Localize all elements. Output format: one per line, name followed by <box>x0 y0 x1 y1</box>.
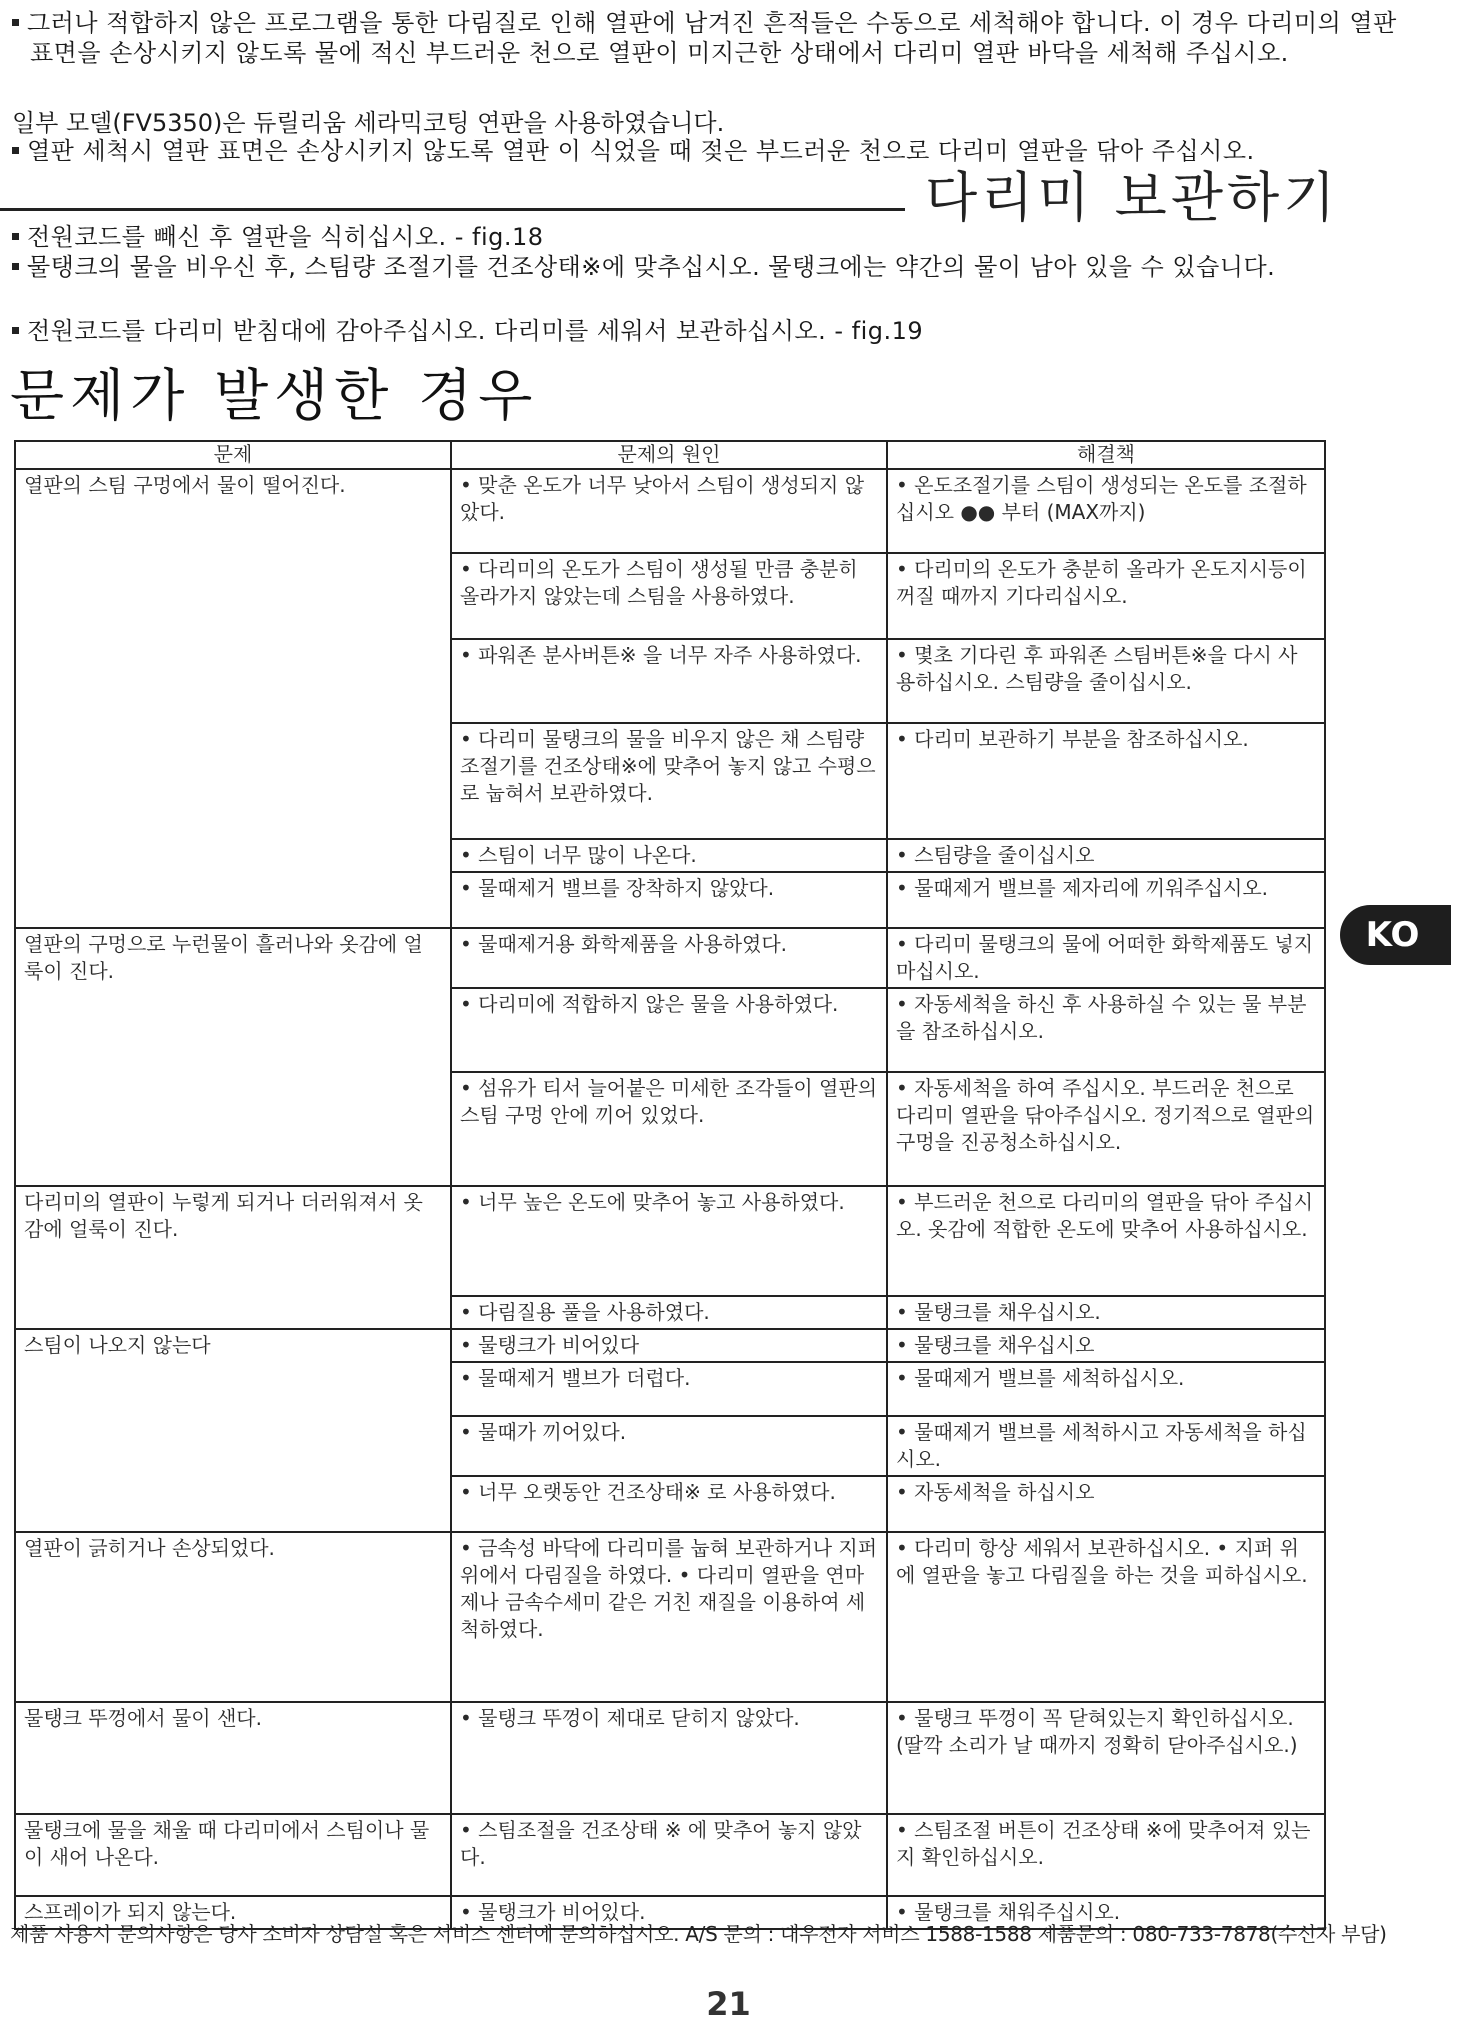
cause-cell: • 다리미 물탱크의 물을 비우지 않은 채 스팀량 조절기를 건조상태※에 맞추어 놓지 않고 수평으로 눕혀서 보관하였다. <box>451 723 887 839</box>
solution-cell: • 물탱크를 채우십시오 <box>887 1329 1325 1362</box>
intro-model-note: 일부 모델(FV5350)은 듀릴리움 세라믹코팅 연판을 사용하였습니다. <box>12 109 725 137</box>
solution-cell: • 스팀량을 줄이십시오 <box>887 839 1325 872</box>
cause-cell: • 물탱크가 비어있다 <box>451 1329 887 1362</box>
solution-cell: • 온도조절기를 스팀이 생성되는 온도를 조절하십시오 ●● 부터 (MAX까지) <box>887 469 1325 553</box>
solution-cell: • 자동세척을 하신 후 사용하실 수 있는 물 부분을 참조하십시오. <box>887 988 1325 1072</box>
table-row <box>15 1329 1325 1362</box>
cause-cell: • 다리미에 적합하지 않은 물을 사용하였다. <box>451 988 887 1072</box>
header-problem: 문제 <box>15 441 451 469</box>
storage-section-title: 다리미 보관하기 <box>925 166 1340 229</box>
problem-cell: 열판의 구멍으로 누런물이 흘러나와 옷감에 얼룩이 진다. <box>15 928 451 1186</box>
intro-line-3: 열판 세척시 열판 표면은 손상시키지 않도록 열판 이 식었을 때 젖은 부드러운 천으로 다리미 열판을 닦아 주십시오. <box>27 137 1255 165</box>
table-row <box>15 1702 1325 1814</box>
solution-cell: • 물탱크를 채워주십시오. <box>887 1896 1325 1929</box>
solution-cell: • 물때제거 밸브를 세척하시고 자동세척을 하십시오. <box>887 1416 1325 1476</box>
solution-cell: • 다리미 항상 세워서 보관하십시오. • 지퍼 위에 열판을 놓고 다림질을 하는 것을 피하십시오. <box>887 1532 1325 1702</box>
storage-item-1 <box>12 222 1402 252</box>
bullet-icon <box>12 263 19 270</box>
cause-cell: • 섬유가 티서 늘어붙은 미세한 조각들이 열판의 스팀 구멍 안에 끼어 있었다. <box>451 1072 887 1186</box>
cause-cell: • 물때제거 밸브를 장착하지 않았다. <box>451 872 887 928</box>
problem-cell: 물탱크 뚜껑에서 물이 샌다. <box>15 1702 451 1814</box>
bullet-icon <box>12 327 19 334</box>
cause-cell: • 물때제거 밸브가 더럽다. <box>451 1362 887 1416</box>
section-divider <box>0 208 905 211</box>
cause-cell: • 물탱크가 비어있다. <box>451 1896 887 1929</box>
intro-cleaning-note <box>12 8 1420 68</box>
intro-ceramic-note <box>12 136 1402 166</box>
solution-cell: • 자동세척을 하여 주십시오. 부드러운 천으로 다리미 열판을 닦아주십시오. 정기적으로 열판의 구멍을 진공청소하십시오. <box>887 1072 1325 1186</box>
cause-cell: • 물탱크 뚜껑이 제대로 닫히지 않았다. <box>451 1702 887 1814</box>
table-header-row <box>15 441 1325 469</box>
problem-cell: 열판의 스팀 구멍에서 물이 떨어진다. <box>15 469 451 928</box>
solution-cell: • 다리미 물탱크의 물에 어떠한 화학제품도 넣지 마십시오. <box>887 928 1325 988</box>
problem-cell: 다리미의 열판이 누렇게 되거나 더러워져서 옷감에 얼룩이 진다. <box>15 1186 451 1329</box>
problem-cell: 스프레이가 되지 않는다. <box>15 1896 451 1929</box>
solution-cell: • 몇초 기다린 후 파워존 스팀버튼※을 다시 사용하십시오. 스팀량을 줄이십시오. <box>887 639 1325 723</box>
cause-cell: • 다림질용 풀을 사용하였다. <box>451 1296 887 1329</box>
footer-contact-note: 제품 사용시 문의사항은 당사 소비자 상담실 혹은 서비스 센터에 문의하십시오. A/S 문의 : 대우전자 서비스 1588-1588 제품문의 : 080-733-7878(수신자 부담) <box>10 1922 1387 1946</box>
troubleshooting-title: 문제가 발생한 경우 <box>10 364 539 429</box>
solution-cell: • 자동세척을 하십시오 <box>887 1476 1325 1532</box>
storage-item-2 <box>12 252 1370 282</box>
problem-cell: 물탱크에 물을 채울 때 다리미에서 스팀이나 물이 새어 나온다. <box>15 1814 451 1896</box>
header-solution: 해결책 <box>887 441 1325 469</box>
cause-cell: • 물때가 끼어있다. <box>451 1416 887 1476</box>
storage-item-text: 전원코드를 빼신 후 열판을 식히십시오. - fig.18 <box>27 223 544 251</box>
cause-cell: • 너무 오랫동안 건조상태※ 로 사용하였다. <box>451 1476 887 1532</box>
table-row <box>15 469 1325 553</box>
solution-cell: • 물때제거 밸브를 제자리에 끼워주십시오. <box>887 872 1325 928</box>
table-row <box>15 928 1325 988</box>
solution-cell: • 다리미의 온도가 충분히 올라가 온도지시등이 꺼질 때까지 기다리십시오. <box>887 553 1325 639</box>
cause-cell: • 물때제거용 화학제품을 사용하였다. <box>451 928 887 988</box>
bullet-icon <box>12 147 19 154</box>
storage-item-text: 물탱크의 물을 비우신 후, 스팀량 조절기를 건조상태※에 맞추십시오. 물탱크에는 약간의 물이 남아 있을 수 있습니다. <box>27 253 1276 281</box>
problem-cell: 열판이 긁히거나 손상되었다. <box>15 1532 451 1702</box>
table-row <box>15 1186 1325 1296</box>
language-tab-ko: KO <box>1340 905 1445 965</box>
bullet-icon <box>12 233 19 240</box>
solution-cell: • 부드러운 천으로 다리미의 열판을 닦아 주십시오. 옷감에 적합한 온도에 맞추어 사용하십시오. <box>887 1186 1325 1296</box>
solution-cell: • 물탱크 뚜껑이 꼭 닫혀있는지 확인하십시오. (딸깍 소리가 날 때까지 정확히 닫아주십시오.) <box>887 1702 1325 1814</box>
storage-item-3 <box>12 316 1402 346</box>
troubleshooting-table <box>14 440 1326 1930</box>
page-number: 21 <box>706 1985 751 2023</box>
solution-cell: • 물때제거 밸브를 세척하십시오. <box>887 1362 1325 1416</box>
cause-cell: • 금속성 바닥에 다리미를 눕혀 보관하거나 지퍼 위에서 다림질을 하였다. • 다리미 열판을 연마제나 금속수세미 같은 거친 재질을 이용하여 세척하였다. <box>451 1532 887 1702</box>
cause-cell: • 너무 높은 온도에 맞추어 놓고 사용하였다. <box>451 1186 887 1296</box>
solution-cell: • 물탱크를 채우십시오. <box>887 1296 1325 1329</box>
bullet-icon <box>12 19 19 26</box>
cause-cell: • 스팀이 너무 많이 나온다. <box>451 839 887 872</box>
solution-cell: • 다리미 보관하기 부분을 참조하십시오. <box>887 723 1325 839</box>
storage-item-text: 전원코드를 다리미 받침대에 감아주십시오. 다리미를 세워서 보관하십시오. - fig.19 <box>27 317 924 345</box>
solution-cell: • 스팀조절 버튼이 건조상태 ※에 맞추어져 있는지 확인하십시오. <box>887 1814 1325 1896</box>
cause-cell: • 맞춘 온도가 너무 낮아서 스팀이 생성되지 않았다. <box>451 469 887 553</box>
header-cause: 문제의 원인 <box>451 441 887 469</box>
table-row <box>15 1532 1325 1702</box>
intro-line-1: 그러나 적합하지 않은 프로그램을 통한 다림질로 인해 열판에 남겨진 흔적들은 수동으로 세척해야 합니다. 이 경우 다리미의 열판 표면을 손상시키지 않도록 물에 적신 부드러운 천으로 열판이 미지근한 상태에서 다리미 열판 바닥을 세척해 주십시오. <box>27 9 1397 67</box>
problem-cell: 스팀이 나오지 않는다 <box>15 1329 451 1532</box>
cause-cell: • 다리미의 온도가 스팀이 생성될 만큼 충분히 올라가지 않았는데 스팀을 사용하였다. <box>451 553 887 639</box>
cause-cell: • 스팀조절을 건조상태 ※ 에 맞추어 놓지 않았다. <box>451 1814 887 1896</box>
cause-cell: • 파워존 분사버튼※ 을 너무 자주 사용하였다. <box>451 639 887 723</box>
table-row <box>15 1814 1325 1896</box>
